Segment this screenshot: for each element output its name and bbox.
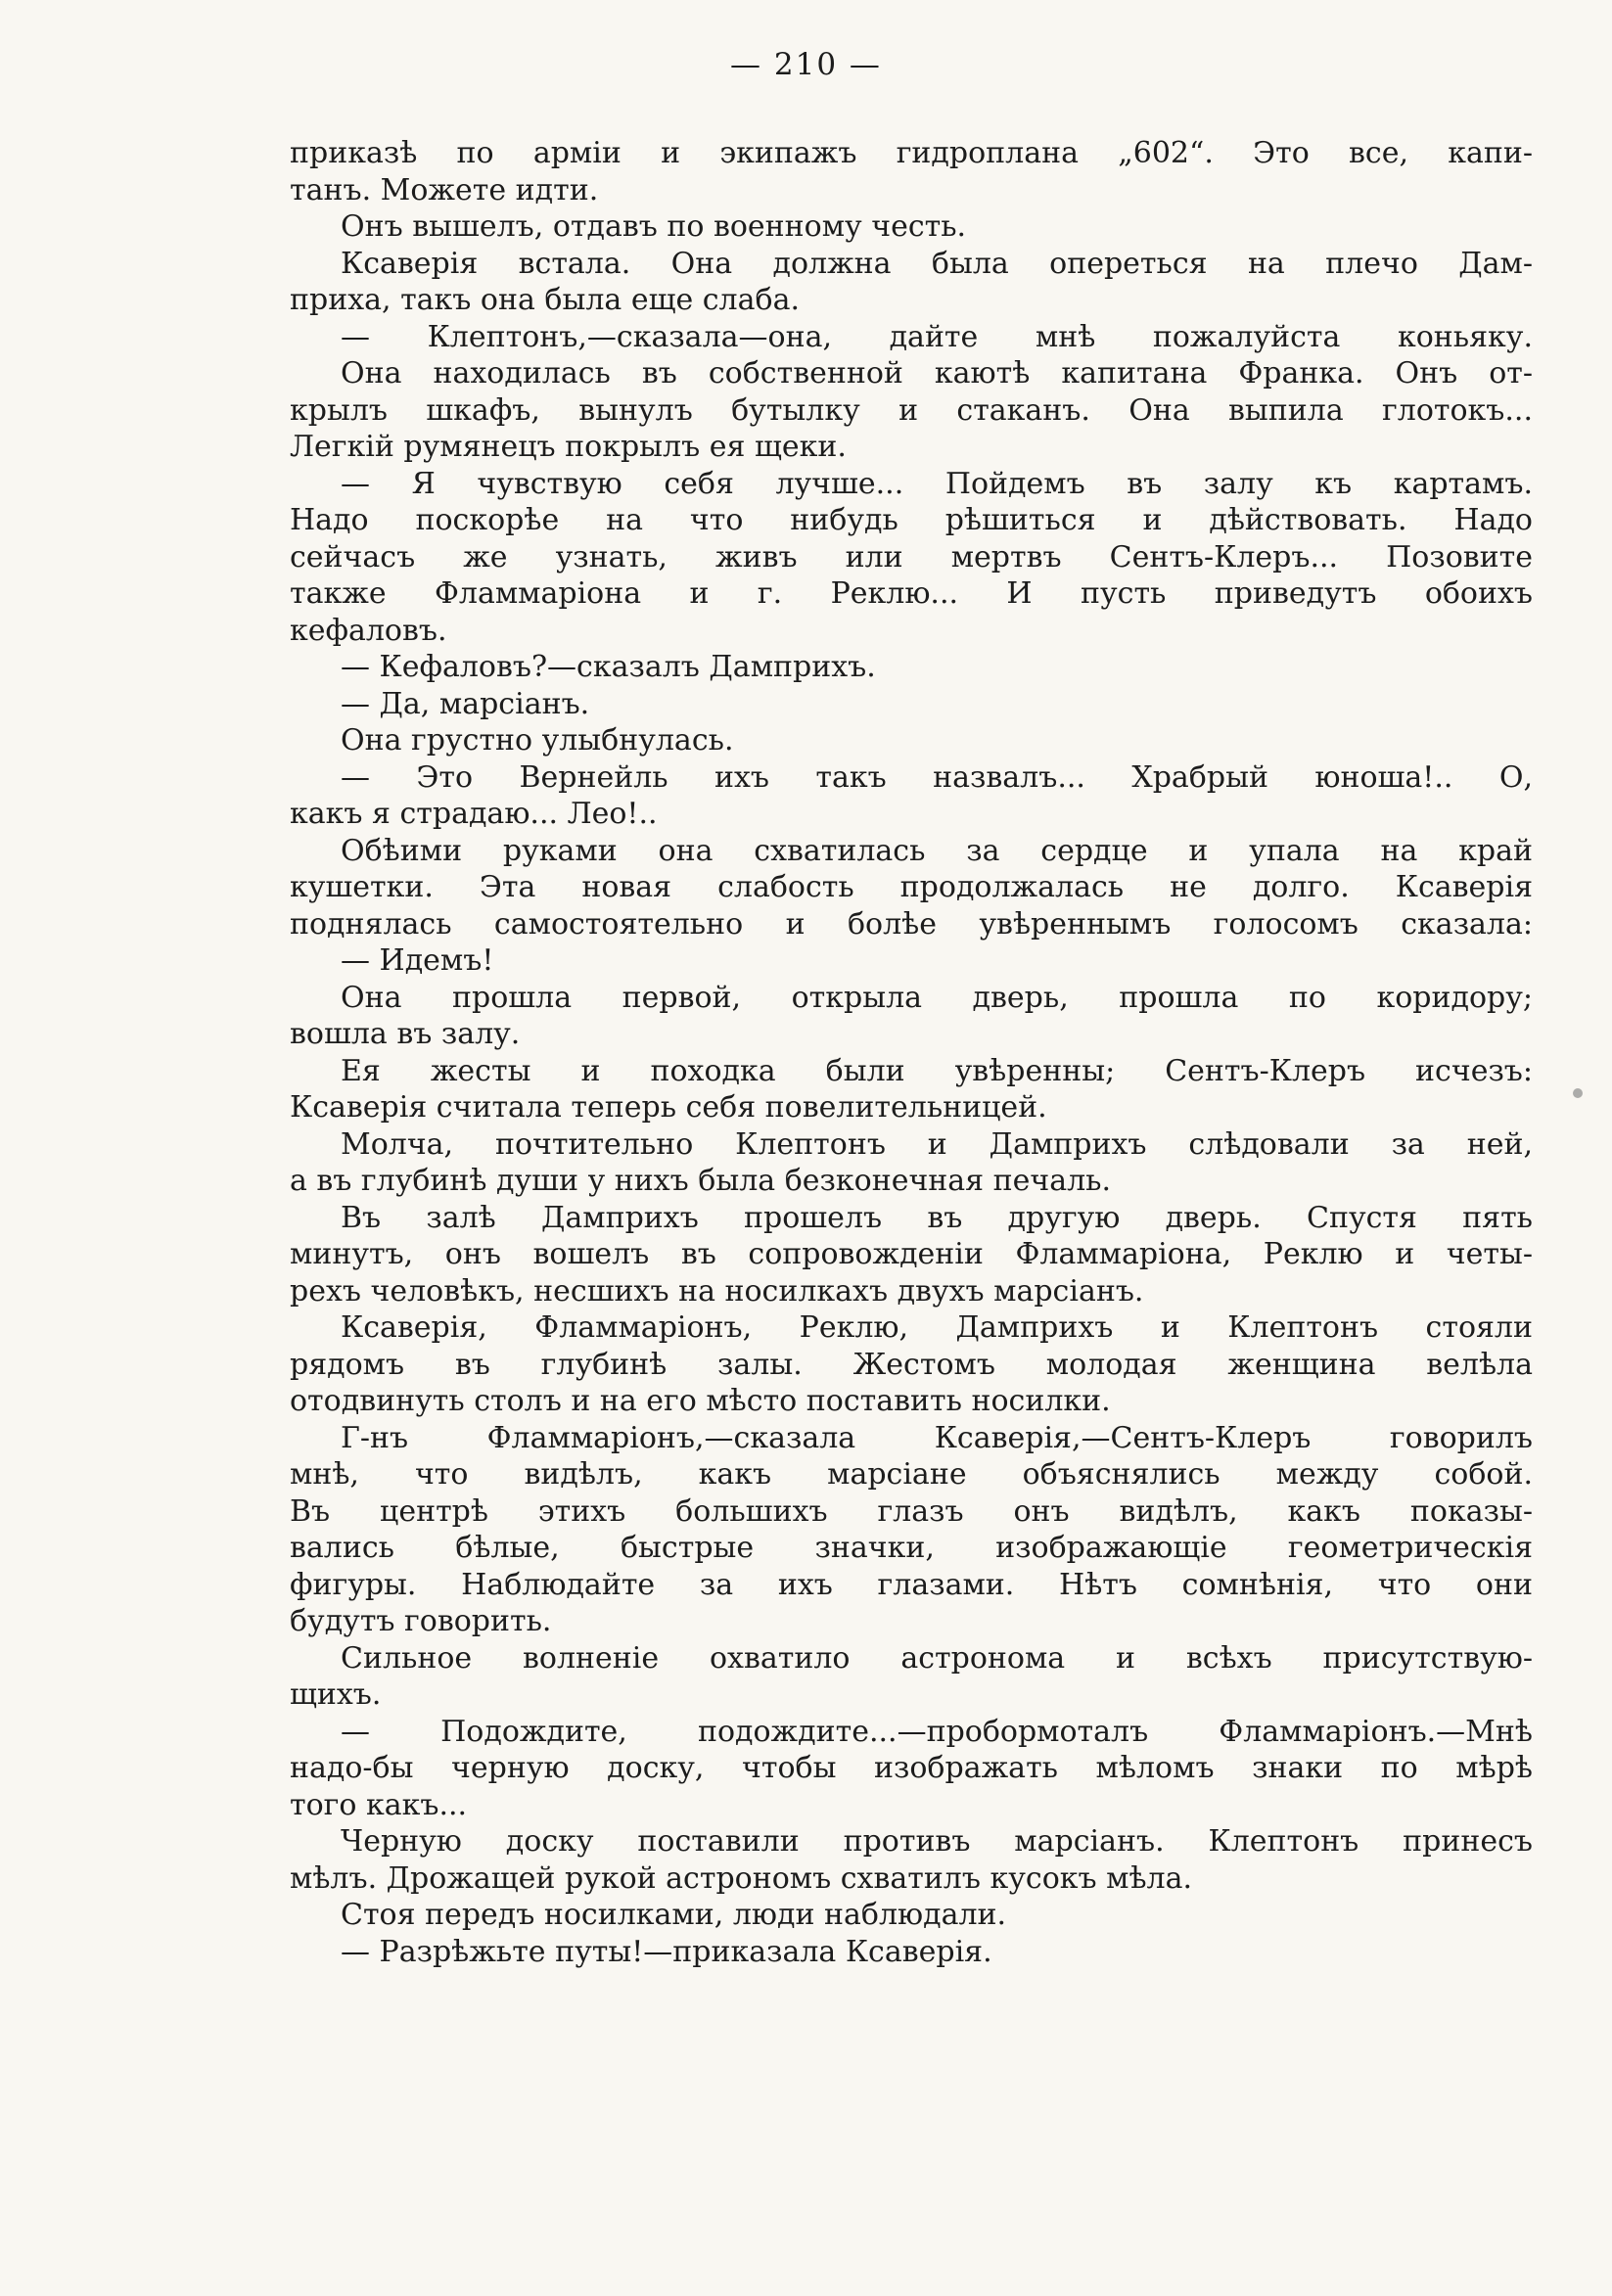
text-line: щихъ. [290,1677,382,1712]
text-line: Ксаверія считала теперь себя повелительницей. [290,1090,1047,1125]
text-line: приха, такъ она была еще слаба. [290,283,800,317]
text-line: кефаловъ. [290,613,447,648]
text-line: крылъ шкафъ, вынулъ бутылку и стаканъ. Она выпила глотокъ... [290,392,1533,428]
text-line: Въ залѣ Дамприхъ прошелъ въ другую дверь. Спустя пять [341,1200,1533,1235]
page-number: — 210 — [730,47,882,82]
text-line: поднялась самостоятельно и болѣе увѣреннымъ голосомъ сказала: [290,906,1533,941]
text-line: — Кефаловъ?—сказалъ Дамприхъ. [341,650,876,684]
text-line: — Разрѣжьте путы!—приказала Ксаверія. [341,1934,992,1969]
text-line: мѣлъ. Дрожащей рукой астрономъ схватилъ кусокъ мѣла. [290,1860,1193,1896]
text-line: вошла въ залу. [290,1017,521,1051]
text-line: кушетки. Эта новая слабость продолжалась не долго. Ксаверія [290,870,1533,904]
text-line: — Подождите, подождите...—пробормоталъ Фламмаріонъ.—Мнѣ [341,1714,1533,1749]
text-line: Ксаверія, Фламмаріонъ, Реклю, Дамприхъ и Клептонъ стояли [341,1310,1533,1345]
text-line: Надо поскорѣе на что нибудь рѣшиться и дѣйствовать. Надо [290,503,1533,537]
text-line: Черную доску поставили противъ марсіанъ. Клептонъ принесъ [341,1824,1533,1859]
text-line: фигуры. Наблюдайте за ихъ глазами. Нѣтъ сомнѣнія, что они [290,1567,1533,1602]
text-line: — Клептонъ,—сказала—она, дайте мнѣ пожалуйста коньяку. [341,319,1533,354]
text-line: а въ глубинѣ души у нихъ была безконечная печаль. [290,1164,1112,1198]
text-line: надо-бы черную доску, чтобы изображать мѣломъ знаки по мѣрѣ [290,1751,1533,1785]
text-line: Она грустно улыбнулась. [341,723,734,758]
text-line: Ея жесты и походка были увѣренны; Сентъ-Клеръ исчезъ: [341,1053,1533,1088]
text-line: того какъ... [290,1787,468,1822]
text-line: — Я чувствую себя лучше... Пойдемъ въ залу къ картамъ. [341,466,1533,501]
text-line: Г-нъ Фламмаріонъ,—сказала Ксаверія,—Сентъ-Клеръ говорилъ [341,1420,1533,1455]
text-line: Ксаверія встала. Она должна была опереться на плечо Дам- [341,246,1533,281]
text-line: танъ. Можете идти. [290,172,599,207]
text-line: какъ я страдаю... Лео!.. [290,797,658,831]
text-line: — Идемъ! [341,943,494,978]
text-line: Обѣими руками она схватилась за сердце и упала на край [341,833,1533,868]
text-line: Молча, почтительно Клептонъ и Дамприхъ слѣдовали за ней, [341,1126,1533,1162]
text-line: Онъ вышелъ, отдавъ по военному честь. [341,209,967,244]
text-line: отодвинуть столъ и на его мѣсто поставить носилки. [290,1384,1111,1418]
text-line: также Фламмаріона и г. Реклю... И пусть приведутъ обоихъ [290,576,1533,611]
text-line: рядомъ въ глубинѣ залы. Жестомъ молодая женщина велѣла [290,1347,1533,1382]
text-line: — Это Вернейль ихъ такъ назвалъ... Храбрый юноша!.. О, [341,759,1533,795]
text-line: Въ центрѣ этихъ большихъ глазъ онъ видѣлъ, какъ показы- [290,1493,1533,1529]
text-line: — Да, марсіанъ. [341,686,590,721]
text-line: минутъ, онъ вошелъ въ сопровожденіи Фламмаріона, Реклю и четы- [290,1237,1533,1271]
scan-speck [1573,1088,1583,1098]
text-line: Легкій румянецъ покрылъ ея щеки. [290,430,847,464]
text-line: Сильное волненіе охватило астронома и всѣхъ присутствую- [341,1640,1533,1676]
text-line: Она прошла первой, открыла дверь, прошла по коридору; [341,980,1533,1015]
text-line: Она находилась въ собственной каютѣ капитана Франка. Онъ от- [341,356,1533,390]
body-text [290,135,1533,1970]
text-line: приказѣ по арміи и экипажъ гидроплана „602“. Это все, капи- [290,136,1533,170]
text-line: мнѣ, что видѣлъ, какъ марсіане объяснялись между собой. [290,1457,1533,1492]
text-line: будутъ говорить. [290,1604,552,1638]
text-line: сейчасъ же узнать, живъ или мертвъ Сентъ-Клеръ... Позовите [290,539,1533,574]
text-line: рехъ человѣкъ, несшихъ на носилкахъ двухъ марсіанъ. [290,1273,1144,1309]
text-line: Стоя передъ носилками, люди наблюдали. [341,1898,1007,1932]
text-line: вались бѣлые, быстрые значки, изображающіе геометрическія [290,1531,1533,1565]
